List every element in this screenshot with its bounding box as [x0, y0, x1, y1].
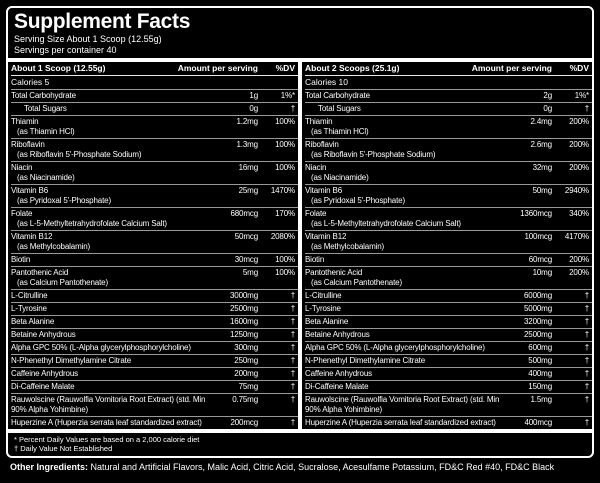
nutrient-daily-value: 100%	[275, 255, 295, 264]
nutrient-amount: 400mg	[528, 369, 552, 378]
nutrient-row	[11, 90, 298, 103]
nutrient-daily-value: 200%	[569, 268, 589, 277]
nutrient-amount: 1250mg	[229, 330, 258, 339]
nutrient-name: N-Phenethyl Dimethylamine Citrate	[11, 356, 131, 365]
nutrient-name: Vitamin B12	[305, 232, 347, 241]
column-header: About 2 Scoops (25.1g)	[305, 63, 400, 73]
nutrient-daily-value: †	[584, 418, 589, 427]
nutrient-name: Thiamin	[305, 117, 333, 126]
column-header-row	[305, 62, 592, 76]
nutrient-source: (as Pyridoxal 5'-Phosphate)	[17, 196, 111, 205]
nutrient-row	[305, 231, 592, 254]
nutrient-amount: 100mcg	[524, 232, 552, 241]
nutrient-name: Total Sugars	[318, 104, 361, 113]
nutrient-source: (as Pyridoxal 5'-Phosphate)	[311, 196, 405, 205]
nutrient-name: Betaine Anhydrous	[11, 330, 76, 339]
nutrient-row	[11, 329, 298, 342]
nutrient-rows	[305, 90, 592, 429]
nutrient-daily-value: 1470%	[270, 186, 295, 195]
nutrient-row	[11, 303, 298, 316]
nutrient-row	[11, 290, 298, 303]
nutrient-name: Alpha GPC 50% (L-Alpha glycerylphosphorylcholine)	[305, 343, 485, 352]
nutrient-row	[305, 342, 592, 355]
nutrient-daily-value: †	[290, 104, 295, 113]
nutrient-daily-value: 2080%	[270, 232, 295, 241]
nutrient-daily-value: 340%	[569, 209, 589, 218]
footnotes	[8, 433, 592, 456]
nutrient-row	[11, 208, 298, 231]
nutrient-amount: 30mcg	[234, 255, 258, 264]
nutrient-daily-value: 200%	[569, 140, 589, 149]
nutrient-name: Pantothenic Acid	[11, 268, 69, 277]
nutrient-amount: 1600mg	[229, 317, 258, 326]
nutrient-name: Pantothenic Acid	[305, 268, 363, 277]
nutrient-row	[305, 381, 592, 394]
nutrient-amount: 400mcg	[524, 418, 552, 427]
nutrient-name: Caffeine Anhydrous	[11, 369, 78, 378]
nutrient-daily-value: †	[584, 317, 589, 326]
nutrient-row	[305, 254, 592, 267]
nutrient-daily-value: †	[290, 317, 295, 326]
nutrient-name: Di-Caffeine Malate	[305, 382, 369, 391]
nutrient-source: (as Thiamin HCl)	[17, 127, 75, 136]
nutrient-row	[11, 162, 298, 185]
nutrient-daily-value: †	[584, 304, 589, 313]
dv-header: %DV	[275, 63, 295, 73]
nutrient-name: Beta Alanine	[305, 317, 349, 326]
nutrient-row	[11, 103, 298, 116]
nutrient-daily-value: †	[290, 330, 295, 339]
nutrient-daily-value: 100%	[275, 140, 295, 149]
nutrient-row	[305, 368, 592, 381]
columns-container	[8, 62, 592, 429]
nutrient-amount: 500mg	[528, 356, 552, 365]
nutrient-amount: 250mg	[234, 356, 258, 365]
nutrient-row	[11, 342, 298, 355]
nutrient-amount: 200mg	[234, 369, 258, 378]
nutrient-daily-value: 200%	[569, 255, 589, 264]
dv-footnote: * Percent Daily Values are based on a 2,000 calorie diet	[14, 435, 200, 444]
nutrient-amount: 25mg	[238, 186, 258, 195]
nutrient-amount: 32mg	[532, 163, 552, 172]
nutrient-source: (as L-5-Methyltetrahydrofolate Calcium Salt)	[311, 219, 461, 228]
nutrient-name: Total Carbohydrate	[11, 91, 76, 100]
nutrient-row	[305, 316, 592, 329]
nutrient-daily-value: 100%	[275, 117, 295, 126]
nutrient-name: Biotin	[11, 255, 31, 264]
nutrient-daily-value: 100%	[275, 163, 295, 172]
nutrient-name: Folate	[11, 209, 33, 218]
nutrient-name: Riboflavin	[11, 140, 45, 149]
nutrient-row	[11, 417, 298, 429]
other-ingredients	[6, 458, 594, 473]
nutrient-amount: 1.3mg	[236, 140, 258, 149]
nutrient-amount: 300mg	[234, 343, 258, 352]
nutrient-amount: 1360mcg	[520, 209, 552, 218]
nutrient-daily-value: †	[290, 382, 295, 391]
nutrient-amount: 2.6mg	[530, 140, 552, 149]
nutrient-row	[11, 116, 298, 139]
nutrient-daily-value: 2940%	[564, 186, 589, 195]
nutrient-row	[305, 417, 592, 429]
nutrient-daily-value: †	[584, 291, 589, 300]
panel-title: Supplement Facts	[14, 10, 191, 33]
dagger-footnote: † Daily Value Not Established	[14, 444, 113, 453]
nutrient-name: L-Tyrosine	[305, 304, 341, 313]
nutrient-source: (as Calcium Pantothenate)	[17, 278, 108, 287]
nutrient-row	[305, 329, 592, 342]
nutrient-amount: 0g	[249, 104, 258, 113]
nutrient-source: (as Niacinamide)	[311, 173, 369, 182]
nutrient-amount: 150mg	[528, 382, 552, 391]
nutrient-name: Betaine Anhydrous	[305, 330, 370, 339]
nutrient-source: (as Methylcobalamin)	[17, 242, 91, 251]
amount-header: Amount per serving	[471, 63, 552, 73]
nutrient-amount: 60mcg	[528, 255, 552, 264]
nutrient-daily-value: †	[584, 356, 589, 365]
nutrient-amount: 1g	[249, 91, 258, 100]
nutrient-row	[305, 267, 592, 290]
nutrient-row	[11, 381, 298, 394]
serving-size: Serving Size About 1 Scoop (12.55g)	[14, 34, 162, 44]
nutrient-row	[305, 90, 592, 103]
nutrient-name: L-Tyrosine	[11, 304, 47, 313]
nutrient-row	[305, 355, 592, 368]
nutrient-amount: 2500mg	[523, 330, 552, 339]
nutrient-name: Niacin	[11, 163, 33, 172]
nutrient-daily-value: †	[584, 330, 589, 339]
nutrient-amount: 2500mg	[229, 304, 258, 313]
nutrient-amount: 5mg	[242, 268, 258, 277]
nutrient-name: Rauwolscine (Rauwolfia Vomitoria Root Extract) (std. Min 90% Alpha Yohimbine)	[11, 395, 206, 414]
nutrient-row	[305, 290, 592, 303]
nutrient-daily-value: 200%	[569, 117, 589, 126]
nutrient-amount: 50mcg	[234, 232, 258, 241]
nutrient-daily-value: †	[290, 343, 295, 352]
other-ingredients-text: Natural and Artificial Flavors, Malic Acid, Citric Acid, Sucralose, Acesulfame Potassium, FD&C Red #40, FD&C Black	[88, 462, 555, 472]
nutrient-name: Niacin	[305, 163, 327, 172]
nutrient-daily-value: †	[584, 382, 589, 391]
nutrient-row	[11, 185, 298, 208]
column-header: About 1 Scoop (12.55g)	[11, 63, 106, 73]
nutrient-daily-value: †	[290, 369, 295, 378]
nutrient-row	[11, 368, 298, 381]
column-header-row	[11, 62, 298, 76]
nutrient-name: Thiamin	[11, 117, 39, 126]
nutrient-row	[305, 394, 592, 417]
nutrient-row	[11, 394, 298, 417]
nutrient-row	[305, 162, 592, 185]
nutrient-amount: 3200mg	[523, 317, 552, 326]
nutrient-name: Huperzine A (Huperzia serrata leaf standardized extract)	[305, 418, 496, 427]
amount-header: Amount per serving	[177, 63, 258, 73]
dv-header: %DV	[569, 63, 589, 73]
nutrient-source: (as Thiamin HCl)	[311, 127, 369, 136]
nutrient-source: (as Niacinamide)	[17, 173, 75, 182]
nutrient-row	[11, 355, 298, 368]
nutrient-daily-value: †	[290, 395, 295, 404]
nutrient-name: Huperzine A (Huperzia serrata leaf standardized extract)	[11, 418, 202, 427]
nutrient-amount: 1.5mg	[530, 395, 552, 404]
nutrient-source: (as Riboflavin 5'-Phosphate Sodium)	[17, 150, 142, 159]
facts-column	[8, 62, 298, 429]
nutrient-row	[305, 185, 592, 208]
nutrient-amount: 16mg	[238, 163, 258, 172]
nutrient-daily-value: 200%	[569, 163, 589, 172]
nutrient-amount: 50mg	[532, 186, 552, 195]
nutrient-name: Beta Alanine	[11, 317, 55, 326]
nutrient-row	[11, 267, 298, 290]
servings-per-container: Servings per container 40	[14, 45, 117, 55]
nutrient-amount: 0.75mg	[232, 395, 258, 404]
title-block	[8, 8, 592, 56]
nutrient-daily-value: †	[290, 304, 295, 313]
nutrient-daily-value: 170%	[275, 209, 295, 218]
nutrient-name: Total Sugars	[24, 104, 67, 113]
nutrient-amount: 0g	[543, 104, 552, 113]
other-ingredients-label: Other Ingredients:	[10, 462, 89, 472]
nutrient-amount: 10mg	[532, 268, 552, 277]
nutrient-daily-value: 100%	[275, 268, 295, 277]
nutrient-row	[305, 303, 592, 316]
calories-row: Calories 10	[305, 76, 592, 90]
nutrient-rows	[11, 90, 298, 429]
nutrient-name: Folate	[305, 209, 327, 218]
nutrient-amount: 200mcg	[230, 418, 258, 427]
nutrient-daily-value: †	[290, 418, 295, 427]
nutrient-row	[305, 208, 592, 231]
nutrient-amount: 680mcg	[230, 209, 258, 218]
facts-column	[302, 62, 592, 429]
nutrient-row	[305, 116, 592, 139]
nutrient-amount: 75mg	[238, 382, 258, 391]
nutrient-amount: 1.2mg	[236, 117, 258, 126]
nutrient-daily-value: †	[584, 343, 589, 352]
nutrient-daily-value: 1%*	[574, 91, 589, 100]
nutrient-daily-value: 1%*	[280, 91, 295, 100]
nutrient-amount: 2.4mg	[530, 117, 552, 126]
nutrient-row	[11, 139, 298, 162]
nutrient-name: Biotin	[305, 255, 325, 264]
supplement-facts-panel	[6, 6, 594, 458]
nutrient-name: Vitamin B6	[11, 186, 49, 195]
nutrient-name: L-Citrulline	[305, 291, 342, 300]
nutrient-name: Vitamin B12	[11, 232, 53, 241]
nutrient-name: Caffeine Anhydrous	[305, 369, 372, 378]
nutrient-daily-value: †	[584, 104, 589, 113]
nutrient-name: Di-Caffeine Malate	[11, 382, 75, 391]
nutrient-daily-value: 4170%	[564, 232, 589, 241]
nutrient-row	[11, 254, 298, 267]
nutrient-name: N-Phenethyl Dimethylamine Citrate	[305, 356, 425, 365]
nutrient-name: Rauwolscine (Rauwolfia Vomitoria Root Extract) (std. Min 90% Alpha Yohimbine)	[305, 395, 500, 414]
calories-row: Calories 5	[11, 76, 298, 90]
nutrient-daily-value: †	[290, 291, 295, 300]
nutrient-daily-value: †	[584, 395, 589, 404]
nutrient-amount: 6000mg	[523, 291, 552, 300]
nutrient-source: (as Riboflavin 5'-Phosphate Sodium)	[311, 150, 436, 159]
nutrient-daily-value: †	[584, 369, 589, 378]
nutrient-amount: 600mg	[528, 343, 552, 352]
nutrient-name: Alpha GPC 50% (L-Alpha glycerylphosphorylcholine)	[11, 343, 191, 352]
nutrient-amount: 3000mg	[229, 291, 258, 300]
nutrient-name: L-Citrulline	[11, 291, 48, 300]
nutrient-daily-value: †	[290, 356, 295, 365]
nutrient-row	[305, 139, 592, 162]
nutrient-name: Vitamin B6	[305, 186, 343, 195]
nutrient-name: Total Carbohydrate	[305, 91, 370, 100]
nutrient-source: (as Methylcobalamin)	[311, 242, 385, 251]
nutrient-source: (as Calcium Pantothenate)	[311, 278, 402, 287]
nutrient-row	[11, 231, 298, 254]
nutrient-amount: 5000mg	[523, 304, 552, 313]
nutrient-row	[305, 103, 592, 116]
nutrient-amount: 2g	[543, 91, 552, 100]
nutrient-name: Riboflavin	[305, 140, 339, 149]
nutrient-row	[11, 316, 298, 329]
nutrient-source: (as L-5-Methyltetrahydrofolate Calcium Salt)	[17, 219, 167, 228]
